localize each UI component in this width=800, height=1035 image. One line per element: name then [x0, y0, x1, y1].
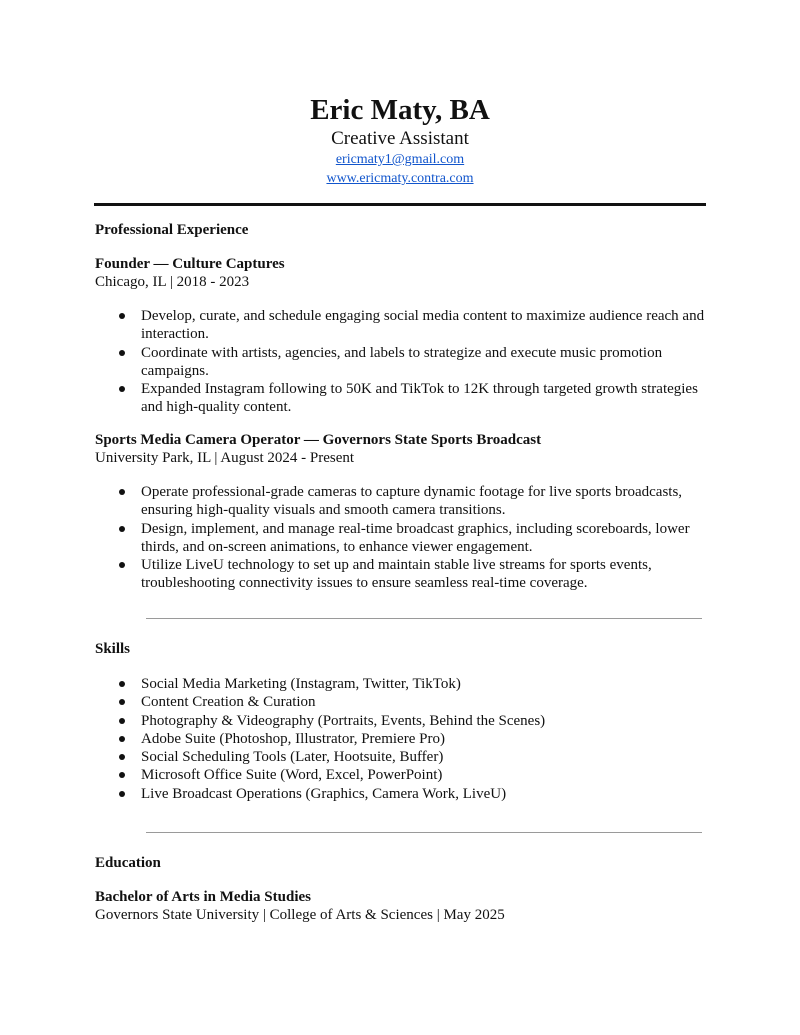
- bullet-item: Design, implement, and manage real-time broadcast graphics, including scoreboards, lower thirds, and on-screen animations, to enhance viewer engagement.: [141, 520, 711, 557]
- skill-item: Microsoft Office Suite (Word, Excel, PowerPoint): [141, 766, 711, 784]
- website-line: [0, 169, 800, 188]
- experience-heading: Professional Experience: [95, 222, 249, 238]
- resume-title: Creative Assistant: [331, 128, 469, 149]
- job-location-dates: University Park, IL | August 2024 - Present: [95, 450, 355, 466]
- header-divider: [94, 203, 706, 206]
- skills-list: [141, 675, 711, 803]
- skills-heading: Skills: [95, 641, 131, 657]
- education-detail: Governors State University | College of Arts & Sciences | May 2025: [95, 907, 505, 923]
- job-title: Founder — Culture Captures: [95, 256, 285, 272]
- skill-item: Photography & Videography (Portraits, Events, Behind the Scenes): [141, 712, 711, 730]
- bullet-item: Operate professional-grade cameras to capture dynamic footage for live sports broadcasts, ensuring high-quality visuals and smooth camera transitions.: [141, 483, 711, 520]
- skill-item: Social Media Marketing (Instagram, Twitter, TikTok): [141, 675, 711, 693]
- bullet-item: Utilize LiveU technology to set up and maintain stable live streams for sports events, troubleshooting connectivity issues to ensure seamless real-time coverage.: [141, 556, 711, 593]
- section-divider: [146, 832, 702, 833]
- bullet-item: Coordinate with artists, agencies, and labels to strategize and execute music promotion campaigns.: [141, 344, 711, 381]
- bullet-item: Develop, curate, and schedule engaging social media content to maximize audience reach and interaction.: [141, 307, 711, 344]
- resume-name: Eric Maty, BA: [310, 94, 490, 126]
- skill-item: Social Scheduling Tools (Later, Hootsuite, Buffer): [141, 748, 711, 766]
- email-line: [0, 150, 800, 169]
- skill-item: Adobe Suite (Photoshop, Illustrator, Premiere Pro): [141, 730, 711, 748]
- degree-title: Bachelor of Arts in Media Studies: [95, 889, 311, 905]
- job-title: Sports Media Camera Operator — Governors State Sports Broadcast: [95, 432, 542, 448]
- bullet-item: Expanded Instagram following to 50K and TikTok to 12K through targeted growth strategies and high-quality content.: [141, 380, 711, 417]
- email-link[interactable]: ericmaty1@gmail.com: [335, 152, 465, 167]
- website-link[interactable]: www.ericmaty.contra.com: [326, 171, 474, 186]
- job-bullets: [141, 483, 711, 593]
- education-heading: Education: [95, 855, 161, 871]
- skill-item: Live Broadcast Operations (Graphics, Camera Work, LiveU): [141, 785, 711, 803]
- section-divider: [146, 618, 702, 619]
- job-location-dates: Chicago, IL | 2018 - 2023: [95, 274, 250, 290]
- job-bullets: [141, 307, 711, 417]
- skill-item: Content Creation & Curation: [141, 693, 711, 711]
